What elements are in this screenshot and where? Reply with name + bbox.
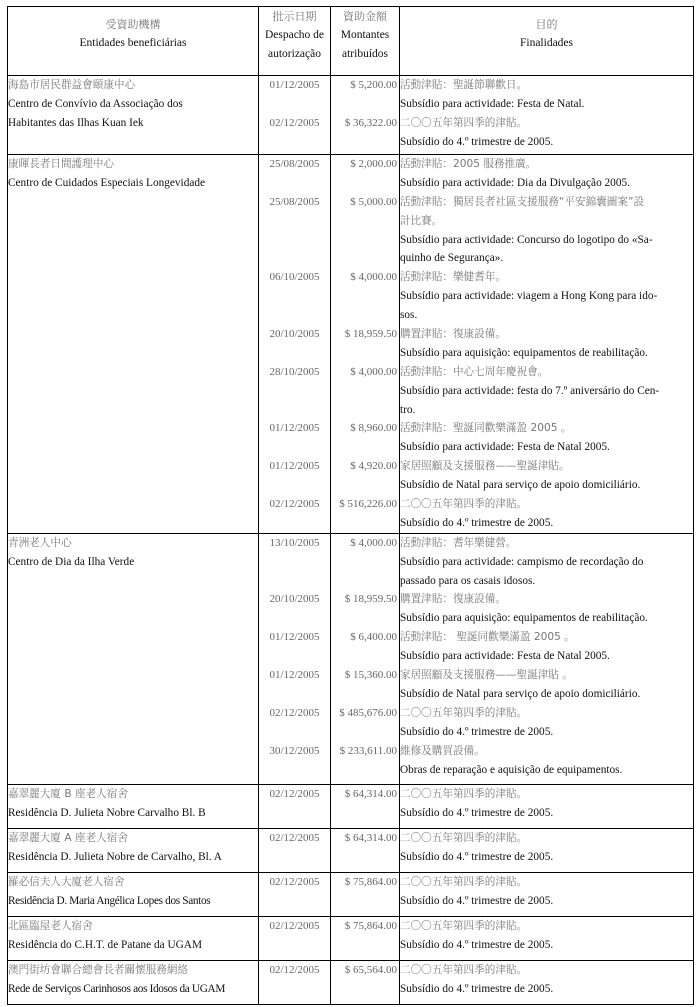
purpose-pt: Subsídio do 4.º trimestre de 2005. xyxy=(400,938,554,951)
spacer xyxy=(259,936,330,955)
spacer xyxy=(331,514,399,533)
purpose-pt: Obras de reparação e aquisição de equipamentos. xyxy=(400,763,623,776)
spacer xyxy=(259,306,330,325)
grants-table xyxy=(7,6,694,1005)
header-entity-pt: Entidades beneficiárias xyxy=(79,37,187,49)
purpose-cell xyxy=(400,784,694,828)
purpose-cell xyxy=(400,960,694,1004)
amount-cell xyxy=(331,872,400,916)
spacer xyxy=(331,936,399,955)
amount-cell xyxy=(331,916,400,960)
date-cell xyxy=(259,155,331,534)
grant-date: 02/12/2005 xyxy=(269,875,320,888)
spacer xyxy=(331,572,399,591)
grant-amount: $ 4,000.00 xyxy=(350,271,397,284)
spacer xyxy=(331,723,399,742)
purpose-pt: Subsídio do 4.º trimestre de 2005. xyxy=(400,850,554,863)
header-entity xyxy=(8,7,259,76)
purpose-zh: 計比賽。 xyxy=(400,214,443,227)
grant-date: 01/12/2005 xyxy=(269,631,320,644)
table-row xyxy=(8,960,694,1004)
purpose-pt: Subsídio para actividade: Dia da Divulgação 2005. xyxy=(400,176,630,189)
purpose-cell xyxy=(400,155,694,534)
purpose-pt: Subsídio para actividade: Festa de Natal 2005. xyxy=(400,650,610,663)
purpose-pt: Subsídio do 4.º trimestre de 2005. xyxy=(400,982,554,995)
purpose-zh: 購置津貼：復康設備。 xyxy=(400,328,506,341)
grant-date: 01/12/2005 xyxy=(269,422,320,435)
table-row xyxy=(8,76,694,155)
purpose-zh: 活動津貼：聖誕節聯歡日。 xyxy=(400,79,528,91)
grant-date: 02/12/2005 xyxy=(269,498,320,511)
date-cell xyxy=(259,76,331,155)
purpose-cell xyxy=(400,916,694,960)
spacer xyxy=(259,553,330,572)
grant-date: 01/12/2005 xyxy=(269,669,320,682)
amount-cell xyxy=(331,784,400,828)
spacer xyxy=(331,980,399,999)
grant-date: 28/10/2005 xyxy=(269,365,320,378)
purpose-pt: Subsídio de Natal para serviço de apoio domiciliário. xyxy=(400,479,641,492)
spacer xyxy=(331,685,399,704)
purpose-zh: 活動津貼：2005 服務推廣。 xyxy=(400,158,537,170)
grant-amount: $ 75,864.00 xyxy=(344,875,397,888)
entity-name-zh: 嘉翠麗大廈 B 座老人宿舍 xyxy=(8,787,128,800)
header-date-pt1: Despacho de xyxy=(264,29,325,41)
spacer xyxy=(259,95,330,114)
grant-date: 01/12/2005 xyxy=(269,79,320,91)
spacer xyxy=(259,174,330,193)
spacer xyxy=(259,609,330,628)
spacer xyxy=(331,95,399,114)
header-amount-pt1: Montantes xyxy=(340,29,390,41)
entity-name-zh: 北區臨屋老人宿舍 xyxy=(8,919,93,932)
purpose-pt: Subsídio para actividade: Festa de Natal 2005. xyxy=(400,441,610,454)
grant-amount: $ 36,322.00 xyxy=(344,116,397,129)
amount-cell xyxy=(331,76,400,155)
purpose-pt: Subsídio para aquisição: equipamentos de reabilitação. xyxy=(400,346,648,359)
entity-cell xyxy=(8,76,259,155)
purpose-zh: 二〇〇五年第四季的津貼。 xyxy=(400,831,528,844)
purpose-pt: tro. xyxy=(400,403,416,416)
spacer xyxy=(331,476,399,495)
header-date xyxy=(259,7,331,76)
entity-name-pt: Habitantes das Ilhas Kuan Iek xyxy=(8,116,144,129)
spacer xyxy=(259,133,330,152)
header-amount-pt2: atribuídos xyxy=(342,48,388,60)
purpose-zh: 活動津貼：獨居長者社區支援服務“平安錦囊圖案”設 xyxy=(400,195,645,208)
entity-cell xyxy=(8,784,259,828)
entity-name-pt: Rede de Serviços Carinhosos aos Idosos da UGAM xyxy=(8,982,226,995)
purpose-zh: 活動津貼：耆年樂健營。 xyxy=(400,536,517,549)
purpose-cell xyxy=(400,76,694,155)
spacer xyxy=(259,723,330,742)
spacer xyxy=(331,287,399,306)
grant-amount: $ 4,000.00 xyxy=(350,536,397,549)
grant-amount: $ 2,000.00 xyxy=(350,158,397,170)
spacer xyxy=(331,344,399,363)
spacer xyxy=(259,804,330,823)
entity-cell xyxy=(8,533,259,784)
entity-name-zh: 澳門街坊會聯合總會長者關懷服務網絡 xyxy=(8,963,189,976)
purpose-zh: 二〇〇五年第四季的津貼。 xyxy=(400,787,528,800)
date-cell xyxy=(259,960,331,1004)
grant-amount: $ 18,959.50 xyxy=(344,328,397,341)
entity-name-zh: 青洲老人中心 xyxy=(8,536,72,549)
header-row xyxy=(8,7,694,76)
date-cell xyxy=(259,533,331,784)
purpose-pt: sos. xyxy=(400,309,418,322)
table-row xyxy=(8,872,694,916)
entity-name-zh: 海島市居民群益會頤康中心 xyxy=(8,79,136,91)
grant-date: 06/10/2005 xyxy=(269,271,320,284)
spacer xyxy=(331,249,399,268)
grant-date: 02/12/2005 xyxy=(269,919,320,932)
purpose-zh: 二〇〇五年第四季的津貼。 xyxy=(400,875,528,888)
purpose-zh: 活動津貼：聖誕同歡樂滿盈 2005 。 xyxy=(400,422,572,435)
purpose-pt: Subsídio do 4.º trimestre de 2005. xyxy=(400,135,554,148)
entity-name-zh: 嘉翠麗大廈 A 座老人宿舍 xyxy=(8,831,128,844)
spacer xyxy=(259,761,330,780)
grant-date: 25/08/2005 xyxy=(269,195,320,208)
purpose-pt: Subsídio para actividade: Concurso do logotipo do «Sa- xyxy=(400,233,653,246)
spacer xyxy=(331,761,399,780)
grant-date: 02/12/2005 xyxy=(269,963,320,976)
purpose-pt: Subsídio para actividade: Festa de Natal. xyxy=(400,97,585,110)
spacer xyxy=(259,572,330,591)
header-purpose-pt: Finalidades xyxy=(519,37,574,49)
entity-cell xyxy=(8,155,259,534)
date-cell xyxy=(259,828,331,872)
spacer xyxy=(331,609,399,628)
purpose-cell xyxy=(400,872,694,916)
grant-date: 13/10/2005 xyxy=(269,536,320,549)
grant-amount: $ 64,314.00 xyxy=(344,787,397,800)
spacer xyxy=(259,212,330,231)
purpose-zh: 維修及購買設備。 xyxy=(400,744,485,757)
entity-cell xyxy=(8,828,259,872)
grant-amount: $ 485,676.00 xyxy=(339,706,397,719)
spacer xyxy=(331,647,399,666)
table-row xyxy=(8,155,694,534)
spacer xyxy=(259,231,330,250)
spacer xyxy=(331,553,399,572)
table-body xyxy=(8,76,694,1005)
entity-cell xyxy=(8,960,259,1004)
purpose-zh: 二〇〇五年第四季的津貼。 xyxy=(400,116,528,129)
grant-date: 02/12/2005 xyxy=(269,706,320,719)
grant-date: 01/12/2005 xyxy=(269,460,320,473)
purpose-pt: passado para os casais idosos. xyxy=(400,574,536,587)
grant-date: 02/12/2005 xyxy=(269,787,320,800)
entity-name-zh: 羅必信夫人大廈老人宿舍 xyxy=(8,875,125,888)
entity-name-pt: Centro de Dia da Ilha Verde xyxy=(8,555,135,568)
grant-amount: $ 6,400.00 xyxy=(350,631,397,644)
purpose-cell xyxy=(400,828,694,872)
entity-cell xyxy=(8,916,259,960)
purpose-cell xyxy=(400,533,694,784)
grant-amount: $ 75,864.00 xyxy=(344,919,397,932)
purpose-zh: 二〇〇五年第四季的津貼。 xyxy=(400,919,528,932)
purpose-pt: quinho de Segurança». xyxy=(400,252,504,265)
spacer xyxy=(259,892,330,911)
purpose-pt: Subsídio para actividade: festa do 7.º aniversário do Cen- xyxy=(400,384,660,397)
grant-amount: $ 5,000.00 xyxy=(350,195,397,208)
spacer xyxy=(259,476,330,495)
amount-cell xyxy=(331,533,400,784)
purpose-pt: Subsídio do 4.º trimestre de 2005. xyxy=(400,725,554,738)
header-purpose-zh: 目的 xyxy=(535,18,558,31)
grant-date: 02/12/2005 xyxy=(269,116,320,129)
spacer xyxy=(331,804,399,823)
header-date-zh: 批示日期 xyxy=(272,10,317,23)
entity-name-pt: Residência D. Julieta Nobre Carvalho Bl. B xyxy=(8,806,206,819)
spacer xyxy=(331,133,399,152)
grant-amount: $ 65,564.00 xyxy=(344,963,397,976)
spacer xyxy=(259,438,330,457)
table-row xyxy=(8,784,694,828)
table-row xyxy=(8,916,694,960)
grant-date: 25/08/2005 xyxy=(269,158,320,170)
date-cell xyxy=(259,916,331,960)
spacer xyxy=(331,892,399,911)
entity-name-pt: Centro de Cuidados Especiais Longevidade xyxy=(8,176,206,189)
grant-amount: $ 4,000.00 xyxy=(350,365,397,378)
spacer xyxy=(331,848,399,867)
date-cell xyxy=(259,872,331,916)
spacer xyxy=(259,344,330,363)
header-entity-zh: 受資助機構 xyxy=(105,18,161,31)
purpose-zh: 購置津貼：復康設備。 xyxy=(400,593,506,606)
purpose-zh: 二〇〇五年第四季的津貼。 xyxy=(400,498,528,511)
purpose-zh: 家居照顧及支援服務——聖誕津貼。 xyxy=(400,460,570,473)
spacer xyxy=(259,848,330,867)
header-amount-zh: 資助金額 xyxy=(343,10,387,23)
purpose-zh: 活動津貼：中心七周年慶祝會。 xyxy=(400,365,549,378)
spacer xyxy=(259,647,330,666)
spacer xyxy=(331,306,399,325)
grant-amount: $ 233,611.00 xyxy=(339,744,397,757)
date-cell xyxy=(259,784,331,828)
spacer xyxy=(259,685,330,704)
grant-amount: $ 8,960.00 xyxy=(350,422,397,435)
grant-date: 20/10/2005 xyxy=(269,328,320,341)
purpose-zh: 活動津貼：樂健耆年。 xyxy=(400,271,506,284)
spacer xyxy=(331,212,399,231)
entity-name-pt: Centro de Convívio da Associação dos xyxy=(8,97,183,110)
purpose-pt: Subsídio para actividade: campismo de recordação do xyxy=(400,555,644,568)
spacer xyxy=(259,287,330,306)
spacer xyxy=(331,382,399,401)
spacer xyxy=(331,231,399,250)
grant-date: 30/12/2005 xyxy=(269,744,320,757)
spacer xyxy=(259,401,330,420)
purpose-pt: Subsídio do 4.º trimestre de 2005. xyxy=(400,516,554,529)
grant-amount: $ 4,920.00 xyxy=(350,460,397,473)
grant-amount: $ 5,200.00 xyxy=(350,79,397,91)
purpose-pt: Subsídio para aquisição: equipamentos de reabilitação. xyxy=(400,612,648,625)
purpose-zh: 二〇〇五年第四季的津貼。 xyxy=(400,706,528,719)
spacer xyxy=(259,980,330,999)
grant-date: 02/12/2005 xyxy=(269,831,320,844)
spacer xyxy=(259,382,330,401)
entity-name-pt: Residência D. Maria Angélica Lopes dos Santos xyxy=(8,894,211,907)
purpose-pt: Subsídio do 4.º trimestre de 2005. xyxy=(400,806,554,819)
header-amount xyxy=(331,7,400,76)
spacer xyxy=(331,438,399,457)
grant-date: 20/10/2005 xyxy=(269,593,320,606)
grant-amount: $ 516,226.00 xyxy=(339,498,397,511)
spacer xyxy=(331,401,399,420)
spacer xyxy=(259,249,330,268)
spacer xyxy=(331,174,399,193)
purpose-zh: 家居照顧及支援服務——聖誕津貼 。 xyxy=(400,669,573,682)
grant-amount: $ 15,360.00 xyxy=(344,669,397,682)
purpose-pt: Subsídio de Natal para serviço de apoio domiciliário. xyxy=(400,687,641,700)
purpose-pt: Subsídio para actividade: viagem a Hong Kong para ido- xyxy=(400,290,658,303)
entity-cell xyxy=(8,872,259,916)
header-purpose xyxy=(400,7,694,76)
amount-cell xyxy=(331,960,400,1004)
entity-name-pt: Residência do C.H.T. de Patane da UGAM xyxy=(8,938,202,951)
amount-cell xyxy=(331,828,400,872)
entity-name-zh: 康暉長者日間護理中心 xyxy=(8,158,114,170)
grant-amount: $ 18,959.50 xyxy=(344,593,397,606)
table-row xyxy=(8,828,694,872)
purpose-zh: 二〇〇五年第四季的津貼。 xyxy=(400,963,528,976)
amount-cell xyxy=(331,155,400,534)
purpose-zh: 活動津貼： 聖誕同歡樂滿盈 2005 。 xyxy=(400,631,575,644)
grant-amount: $ 64,314.00 xyxy=(344,831,397,844)
table-row xyxy=(8,533,694,784)
header-date-pt2: autorização xyxy=(268,48,321,60)
purpose-pt: Subsídio do 4.º trimestre de 2005. xyxy=(400,894,554,907)
entity-name-pt: Residência D. Julieta Nobre de Carvalho, Bl. A xyxy=(8,850,222,863)
spacer xyxy=(259,514,330,533)
